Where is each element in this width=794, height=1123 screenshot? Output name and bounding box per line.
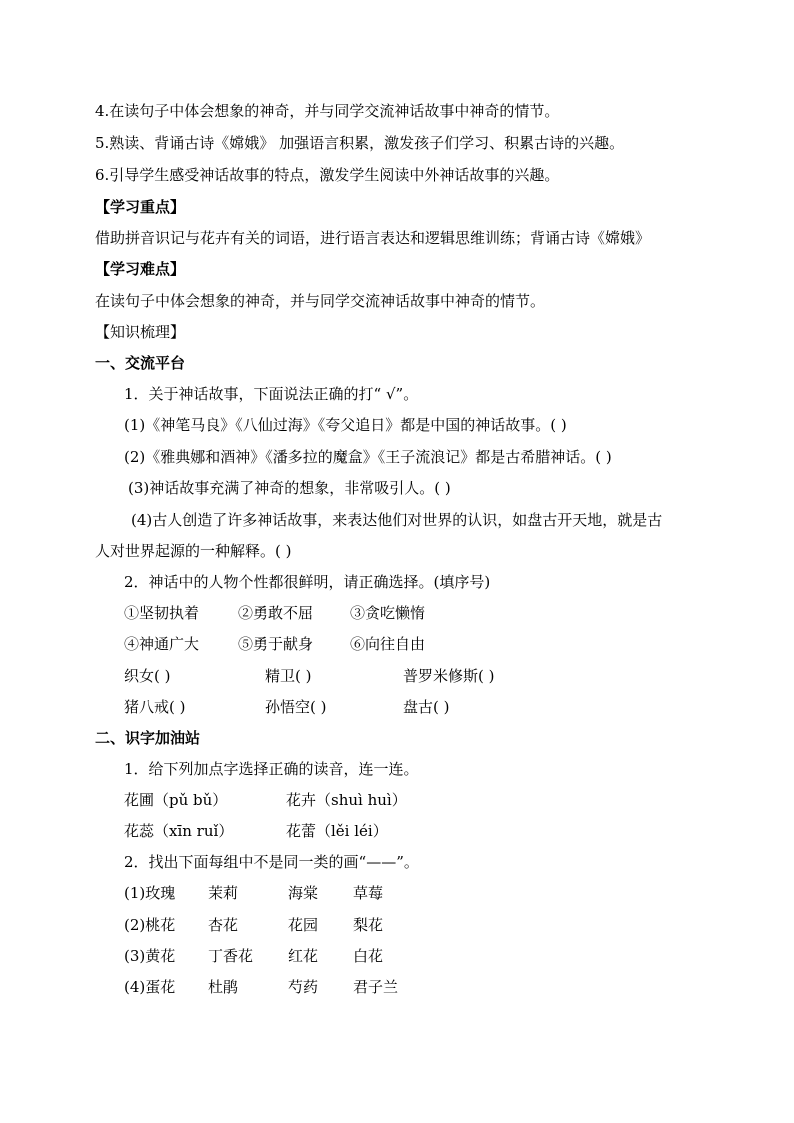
group-word: 杏花 (208, 916, 239, 934)
section1-q1-item2: (2)《雅典娜和酒神》《潘多拉的魔盒》《王子流浪记》都是古希腊神话。( ) (124, 448, 612, 466)
difficulties-heading: 【学习难点】 (95, 260, 186, 278)
section2-title: 二、识字加油站 (95, 729, 201, 747)
section2-q1-prompt: 1．给下列加点字选择正确的读音，连一连。 (124, 760, 419, 778)
group-word: 花园 (288, 916, 319, 934)
section1-q1-item3: (3)神话故事充满了神奇的想象，非常吸引人。( ) (128, 479, 451, 497)
character-blank: 织女( ) (124, 667, 171, 685)
group-word: (4)蛋花 (124, 978, 176, 996)
section2-q2-prompt: 2．找出下面每组中不是同一类的画“——”。 (124, 853, 419, 871)
trait-option: ⑥向往自由 (350, 635, 426, 653)
pinyin-item: 花卉（shuì huì） (286, 791, 407, 809)
pinyin-item: 花蕊（xīn ruǐ） (124, 822, 234, 840)
key-points-heading: 【学习重点】 (95, 198, 186, 216)
trait-option: ②勇敢不屈 (238, 604, 314, 622)
group-word: 梨花 (353, 916, 384, 934)
group-word: 海棠 (288, 884, 319, 902)
trait-option: ⑤勇于献身 (238, 635, 314, 653)
knowledge-heading: 【知识梳理】 (95, 323, 186, 341)
key-points-text: 借助拼音识记与花卉有关的词语，进行语言表达和逻辑思维训练；背诵古诗《嫦娥》 (95, 229, 651, 247)
pinyin-item: 花圃（pǔ bǔ） (124, 791, 228, 809)
difficulties-text: 在读句子中体会想象的神奇，并与同学交流神话故事中神奇的情节。 (95, 292, 546, 310)
group-word: 丁香花 (208, 947, 254, 965)
group-word: 茉莉 (208, 884, 239, 902)
section1-q1-item1: (1)《神笔马良》《八仙过海》《夸父追日》都是中国的神话故事。( ) (124, 416, 567, 434)
group-word: 草莓 (353, 884, 384, 902)
character-blank: 盘古( ) (403, 698, 450, 716)
trait-option: ①坚韧执着 (124, 604, 200, 622)
group-word: 君子兰 (353, 978, 399, 996)
pinyin-item: 花蕾（lěi léi） (286, 822, 388, 840)
objective-5: 5.熟读、背诵古诗《嫦娥》 加强语言积累，激发孩子们学习、积累古诗的兴趣。 (95, 134, 625, 152)
group-word: (1)玫瑰 (124, 884, 176, 902)
section1-q1-prompt: 1．关于神话故事，下面说法正确的打“ √”。 (124, 385, 419, 403)
trait-option: ④神通广大 (124, 635, 200, 653)
group-word: (2)桃花 (124, 916, 176, 934)
group-word: 红花 (288, 947, 319, 965)
character-blank: 普罗米修斯( ) (403, 667, 495, 685)
section1-q1-item4: (4)古人创造了许多神话故事，来表达他们对世界的认识，如盘古开天地，就是古 (131, 511, 663, 529)
section1-q1-item4-cont: 人对世界起源的一种解释。( ) (95, 542, 292, 560)
objective-6: 6.引导学生感受神话故事的特点，激发学生阅读中外神话故事的兴趣。 (95, 166, 560, 184)
group-word: 芍药 (288, 978, 319, 996)
trait-option: ③贪吃懒惰 (350, 604, 426, 622)
character-blank: 猪八戒( ) (124, 698, 186, 716)
section1-q2-prompt: 2．神话中的人物个性都很鲜明，请正确选择。(填序号) (124, 573, 491, 591)
section1-title: 一、交流平台 (95, 354, 186, 372)
group-word: 白花 (353, 947, 384, 965)
character-blank: 孙悟空( ) (265, 698, 327, 716)
group-word: (3)黄花 (124, 947, 176, 965)
character-blank: 精卫( ) (265, 667, 312, 685)
objective-4: 4.在读句子中体会想象的神奇，并与同学交流神话故事中神奇的情节。 (95, 102, 560, 120)
group-word: 杜鹃 (208, 978, 239, 996)
